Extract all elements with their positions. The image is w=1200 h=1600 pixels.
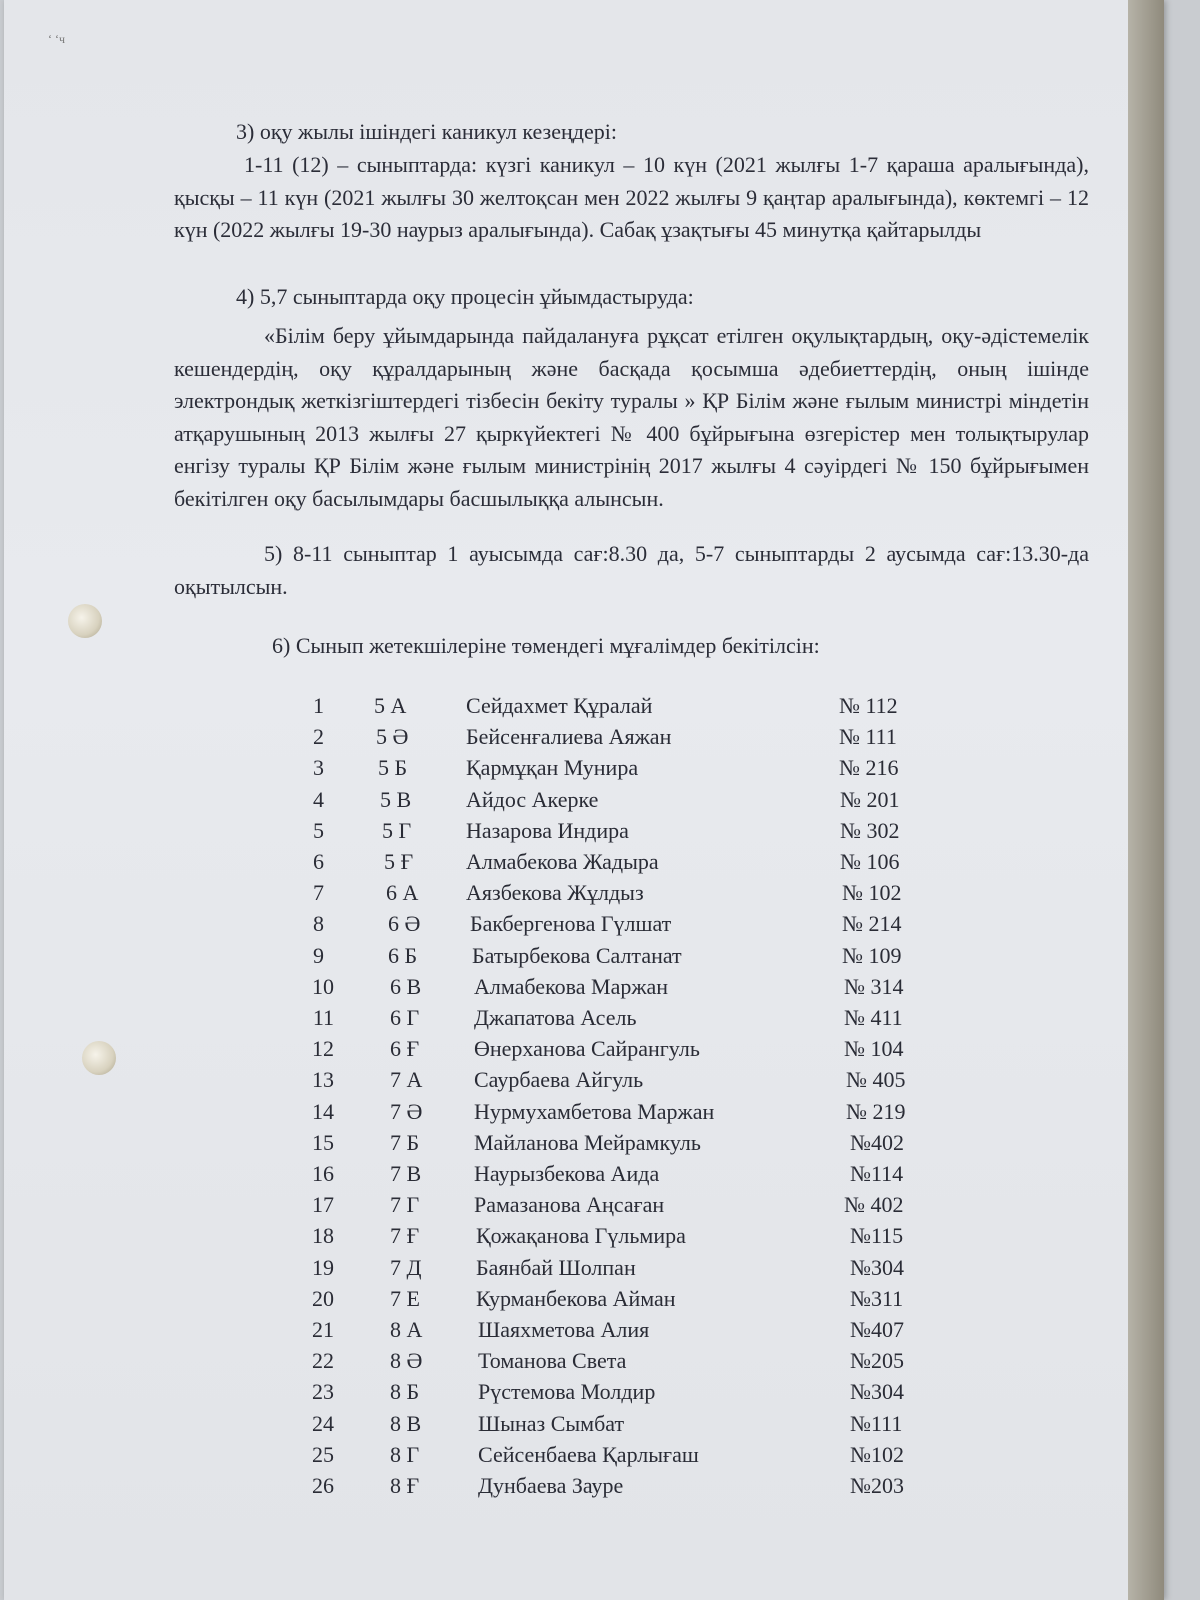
teacher-name: Шаяхметова Алия [478,1317,650,1342]
class-label: 6 Ғ [390,1036,420,1062]
row-number: 9 [313,942,324,968]
punch-hole [68,604,102,638]
teacher-name: Рамазанова Аңсаған [474,1192,665,1218]
class-label: 6 Ә [388,911,421,937]
table-row [4,1283,1164,1314]
class-label: 7 А [390,1067,423,1093]
class-label: 7 Б [390,1129,420,1155]
row-number: 8 [313,911,324,937]
table-row [4,1439,1164,1470]
teacher-name: Сейдахмет Құралай [466,693,653,718]
class-label: 7 Д [390,1254,422,1280]
room-number: № 214 [842,911,902,937]
row-number: 6 [313,849,324,874]
class-label: 8 В [390,1410,422,1436]
row-number: 25 [312,1441,334,1467]
section3-heading: 3) оқу жылы ішіндегі каникул кезеңдері: [236,119,617,144]
row-number: 17 [312,1192,334,1218]
section4-body-text: «Білім беру ұйымдарында пайдалануға рұқсат етілген оқулықтардың, оқу-әдістемелік кешендердің, оқу құралдарының және басқада қосымша әдебиеттердің, оның ішінде электрондық жеткізгіштердегі тізбесін бекіту туралы » ҚР Білім және ғылым министрі міндетін атқарушының 2013 жылғы 27 қыркүйектегі № 400 бұйрығына өзгерістер мен толықтырулар енгізу туралы ҚР Білім және ғылым министрінің 2017 жылғы 4 сәуірдегі № 150 бұйрығымен бекітілген оқу басылымдары басшылыққа алынсын. [174,323,1089,511]
row-number: 13 [312,1067,334,1093]
row-number: 21 [312,1317,334,1342]
corner-mark: ‘ ‘ч [48,32,66,46]
room-number: №407 [850,1317,904,1342]
room-number: № 106 [840,849,900,874]
room-number: № 411 [844,1005,903,1030]
table-row [4,846,1164,877]
teacher-name: Наурызбекова Аида [474,1161,660,1186]
teacher-name: Баянбай Шолпан [476,1254,636,1280]
table-row [4,752,1164,783]
class-label: 5 Ғ [384,849,414,874]
row-number: 4 [313,786,324,812]
class-label: 7 Ғ [390,1223,420,1249]
table-row [4,1064,1164,1095]
table-row [4,784,1164,815]
table-row [4,721,1164,752]
table-row [4,815,1164,846]
table-row [4,1376,1164,1407]
teacher-name: Рүстемова Молдир [478,1379,656,1405]
row-number: 20 [312,1285,334,1311]
room-number: № 405 [846,1067,906,1093]
teacher-name: Назарова Индира [466,817,629,843]
class-label: 7 Ә [390,1098,423,1124]
section4-heading: 4) 5,7 сыныптарда оқу процесін ұйымдастыруда: [236,284,694,309]
section4-body [174,320,1089,515]
table-row [4,1220,1164,1251]
teacher-name: Сейсенбаева Қарлығаш [478,1441,699,1467]
row-number: 24 [312,1410,334,1436]
teacher-name: Курманбекова Айман [476,1285,676,1311]
teacher-name: Бейсенғалиева Аяжан [466,724,672,750]
class-label: 5 Ә [376,724,409,750]
room-number: №205 [850,1348,904,1374]
room-number: № 104 [844,1036,904,1062]
table-row [4,1345,1164,1376]
row-number: 15 [312,1129,334,1155]
row-number: 23 [312,1379,334,1405]
table-row [4,1002,1164,1033]
table-row [4,1189,1164,1220]
room-number: №115 [850,1223,904,1249]
section5-body [174,538,1089,603]
class-label: 6 Б [388,942,418,968]
row-number: 16 [312,1161,334,1186]
row-number: 10 [312,973,334,999]
table-row [4,690,1164,721]
room-number: № 112 [839,693,898,718]
room-number: № 201 [840,786,900,812]
class-label: 6 Г [390,1005,420,1030]
room-number: №114 [850,1161,904,1186]
table-row [4,908,1164,939]
table-row [4,877,1164,908]
class-label: 8 Б [390,1379,420,1405]
page-edge-shadow [1128,0,1164,1600]
teacher-name: Айдос Акерке [466,786,599,812]
table-row [4,940,1164,971]
teacher-name: Аязбекова Жұлдыз [466,880,644,906]
teacher-name: Бакбергенова Гүлшат [470,911,672,937]
teacher-name: Қожақанова Гүльмира [476,1223,686,1249]
document-page [4,0,1164,1600]
teacher-name: Томанова Света [478,1348,627,1374]
class-label: 8 Г [390,1441,420,1467]
row-number: 3 [313,755,324,781]
row-number: 22 [312,1348,334,1374]
teacher-name: Алмабекова Жадыра [466,849,659,874]
room-number: №311 [850,1285,904,1311]
room-number: №304 [850,1379,904,1405]
room-number: № 109 [842,942,902,968]
table-row [4,1096,1164,1127]
table-row [4,1127,1164,1158]
room-number: № 219 [846,1098,906,1124]
row-number: 19 [312,1254,334,1280]
table-row [4,1408,1164,1439]
class-label: 5 Б [378,755,408,781]
teacher-name: Қармұқан Мунира [466,755,639,781]
class-label: 5 В [380,786,412,812]
class-label: 6 А [386,880,419,906]
row-number: 12 [312,1036,334,1062]
row-number: 2 [313,724,324,750]
class-label: 5 А [374,693,407,718]
class-label: 5 Г [382,817,412,843]
section5-body-text: 5) 8-11 сыныптар 1 ауысымда сағ:8.30 да, 5-7 сыныптарды 2 аусымда сағ:13.30-да оқытылсын. [174,541,1089,599]
teacher-name: Алмабекова Маржан [474,973,669,999]
table-row [4,1158,1164,1189]
room-number: №203 [850,1473,904,1498]
section3-body [174,149,1089,247]
class-label: 8 А [390,1317,423,1342]
row-number: 1 [313,693,324,718]
room-number: №304 [850,1254,904,1280]
row-number: 26 [312,1473,334,1498]
room-number: №111 [850,1410,903,1436]
teacher-name: Нурмухамбетова Маржан [474,1098,715,1124]
class-label: 7 В [390,1161,422,1186]
section3-body-text: 1-11 (12) – сыныптарда: күзгі каникул – 10 күн (2021 жылғы 1-7 қараша аралығында), қысқы – 11 күн (2021 жылғы 30 желтоқсан мен 2022 жылғы 9 қаңтар аралығында), көктемгі – 12 күн (2022 жылғы 19-30 наурыз аралығында). Сабақ ұзақтығы 45 минутқа қайтарылды [174,152,1089,242]
room-number: № 402 [844,1192,904,1218]
room-number: №102 [850,1441,904,1467]
room-number: № 102 [842,880,902,906]
teacher-name: Майланова Мейрамкуль [474,1129,701,1155]
class-label: 6 В [390,973,422,999]
room-number: № 111 [839,724,897,750]
table-row [4,1033,1164,1064]
room-number: № 314 [844,973,904,999]
teacher-name: Саурбаева Айгуль [474,1067,644,1093]
teacher-name: Шыназ Сымбат [478,1410,625,1436]
class-label: 8 Ғ [390,1473,420,1498]
teacher-name: Өнерханова Сайрангуль [474,1036,700,1062]
table-row [4,1314,1164,1345]
room-number: №402 [850,1129,904,1155]
row-number: 7 [313,880,324,906]
row-number: 18 [312,1223,334,1249]
class-label: 7 Г [390,1192,420,1218]
teacher-name: Батырбекова Салтанат [472,942,682,968]
room-number: № 302 [840,817,900,843]
class-label: 7 Е [390,1285,420,1311]
row-number: 5 [313,817,324,843]
room-number: № 216 [839,755,899,781]
row-number: 11 [312,1005,334,1030]
table-row [4,971,1164,1002]
teacher-name: Дунбаева Зауре [478,1473,624,1498]
section6-heading: 6) Сынып жетекшілеріне төмендегі мұғалімдер бекітілсін: [272,633,820,658]
table-row [4,1470,1164,1501]
table-row [4,1252,1164,1283]
teacher-name: Джапатова Асель [474,1005,637,1030]
row-number: 14 [312,1098,334,1124]
class-label: 8 Ә [390,1348,423,1374]
